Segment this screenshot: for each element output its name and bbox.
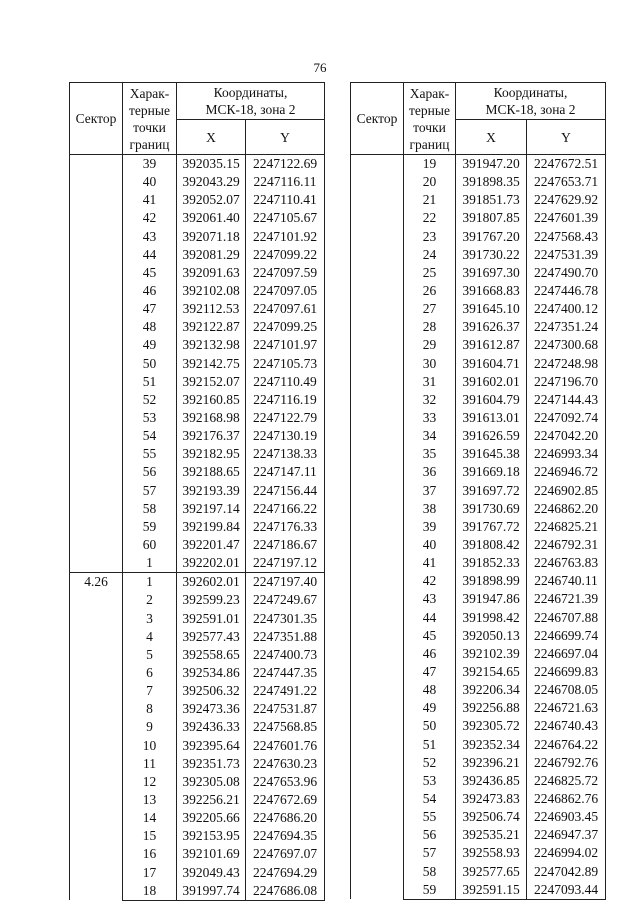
header-y: Y bbox=[527, 120, 606, 155]
x-coordinate-cell: 392182.95 bbox=[177, 445, 246, 463]
header-points-line-3: точки bbox=[133, 119, 166, 135]
y-coordinate-cell: 2247097.05 bbox=[246, 282, 325, 300]
point-number-cell: 55 bbox=[123, 445, 177, 463]
header-x: X bbox=[456, 120, 527, 155]
x-coordinate-cell: 392506.32 bbox=[177, 682, 246, 700]
x-coordinate-cell: 392188.65 bbox=[177, 463, 246, 481]
x-coordinate-cell: 391730.22 bbox=[456, 246, 527, 264]
header-points-line-2: терные bbox=[409, 102, 450, 118]
x-coordinate-cell: 392535.21 bbox=[456, 826, 527, 844]
y-coordinate-cell: 2246825.21 bbox=[527, 518, 606, 536]
y-coordinate-cell: 2247672.51 bbox=[527, 155, 606, 174]
y-coordinate-cell: 2247144.43 bbox=[527, 391, 606, 409]
x-coordinate-cell: 392591.01 bbox=[177, 610, 246, 628]
x-coordinate-cell: 391998.42 bbox=[456, 609, 527, 627]
point-number-cell: 53 bbox=[123, 409, 177, 427]
y-coordinate-cell: 2246763.83 bbox=[527, 554, 606, 572]
point-number-cell: 29 bbox=[404, 336, 456, 354]
y-coordinate-cell: 2247491.22 bbox=[246, 682, 325, 700]
x-coordinate-cell: 392142.75 bbox=[177, 355, 246, 373]
header-coordinates-line-2: МСК-18, зона 2 bbox=[485, 102, 576, 117]
point-number-cell: 50 bbox=[123, 355, 177, 373]
point-number-cell: 22 bbox=[404, 209, 456, 227]
y-coordinate-cell: 2247122.69 bbox=[246, 155, 325, 174]
point-number-cell: 5 bbox=[123, 646, 177, 664]
x-coordinate-cell: 391669.18 bbox=[456, 463, 527, 481]
y-coordinate-cell: 2246946.72 bbox=[527, 463, 606, 481]
point-number-cell: 45 bbox=[404, 627, 456, 645]
x-coordinate-cell: 391668.83 bbox=[456, 282, 527, 300]
point-number-cell: 42 bbox=[404, 572, 456, 590]
x-coordinate-cell: 391898.99 bbox=[456, 572, 527, 590]
y-coordinate-cell: 2246721.39 bbox=[527, 590, 606, 608]
x-coordinate-cell: 392052.07 bbox=[177, 191, 246, 209]
y-coordinate-cell: 2247116.11 bbox=[246, 173, 325, 191]
x-coordinate-cell: 391613.01 bbox=[456, 409, 527, 427]
y-coordinate-cell: 2246825.72 bbox=[527, 772, 606, 790]
point-number-cell: 17 bbox=[123, 863, 177, 881]
y-coordinate-cell: 2247568.85 bbox=[246, 718, 325, 736]
y-coordinate-cell: 2247531.87 bbox=[246, 700, 325, 718]
header-points-line-2: терные bbox=[129, 102, 170, 118]
x-coordinate-cell: 392168.98 bbox=[177, 409, 246, 427]
y-coordinate-cell: 2247101.92 bbox=[246, 228, 325, 246]
point-number-cell: 3 bbox=[123, 610, 177, 628]
point-number-cell: 46 bbox=[123, 282, 177, 300]
y-coordinate-cell: 2247122.79 bbox=[246, 409, 325, 427]
x-coordinate-cell: 391852.33 bbox=[456, 554, 527, 572]
x-coordinate-cell: 392176.37 bbox=[177, 427, 246, 445]
x-coordinate-cell: 392160.85 bbox=[177, 391, 246, 409]
point-number-cell: 57 bbox=[123, 482, 177, 500]
point-number-cell: 11 bbox=[123, 755, 177, 773]
y-coordinate-cell: 2247248.98 bbox=[527, 355, 606, 373]
x-coordinate-cell: 392153.95 bbox=[177, 827, 246, 845]
header-points-line-4: границ bbox=[409, 136, 450, 152]
point-number-cell: 51 bbox=[404, 736, 456, 754]
y-coordinate-cell: 2247110.41 bbox=[246, 191, 325, 209]
y-coordinate-cell: 2247116.19 bbox=[246, 391, 325, 409]
point-number-cell: 41 bbox=[123, 191, 177, 209]
point-number-cell: 47 bbox=[123, 300, 177, 318]
y-coordinate-cell: 2247601.39 bbox=[527, 209, 606, 227]
y-coordinate-cell: 2247400.73 bbox=[246, 646, 325, 664]
header-x: X bbox=[177, 120, 246, 155]
y-coordinate-cell: 2246903.45 bbox=[527, 808, 606, 826]
x-coordinate-cell: 392351.73 bbox=[177, 755, 246, 773]
y-coordinate-cell: 2247672.69 bbox=[246, 791, 325, 809]
y-coordinate-cell: 2247130.19 bbox=[246, 427, 325, 445]
header-points-line-3: точки bbox=[413, 119, 446, 135]
x-coordinate-cell: 392256.21 bbox=[177, 791, 246, 809]
x-coordinate-cell: 392193.39 bbox=[177, 482, 246, 500]
point-number-cell: 59 bbox=[123, 518, 177, 536]
table-row bbox=[70, 155, 325, 174]
point-number-cell: 19 bbox=[404, 155, 456, 174]
point-number-cell: 10 bbox=[123, 737, 177, 755]
point-number-cell: 12 bbox=[123, 773, 177, 791]
y-coordinate-cell: 2247351.88 bbox=[246, 628, 325, 646]
point-number-cell: 4 bbox=[123, 628, 177, 646]
x-coordinate-cell: 392205.66 bbox=[177, 809, 246, 827]
y-coordinate-cell: 2246792.31 bbox=[527, 536, 606, 554]
x-coordinate-cell: 391851.73 bbox=[456, 191, 527, 209]
y-coordinate-cell: 2246993.34 bbox=[527, 445, 606, 463]
x-coordinate-cell: 392050.13 bbox=[456, 627, 527, 645]
point-number-cell: 50 bbox=[404, 717, 456, 735]
x-coordinate-cell: 391898.35 bbox=[456, 173, 527, 191]
x-coordinate-cell: 392049.43 bbox=[177, 863, 246, 881]
point-number-cell: 34 bbox=[404, 427, 456, 445]
x-coordinate-cell: 391645.10 bbox=[456, 300, 527, 318]
y-coordinate-cell: 2247042.20 bbox=[527, 427, 606, 445]
point-number-cell: 16 bbox=[123, 845, 177, 863]
point-number-cell: 32 bbox=[404, 391, 456, 409]
y-coordinate-cell: 2247093.44 bbox=[527, 881, 606, 900]
point-number-cell: 30 bbox=[404, 355, 456, 373]
y-coordinate-cell: 2246902.85 bbox=[527, 482, 606, 500]
x-coordinate-cell: 392436.33 bbox=[177, 718, 246, 736]
point-number-cell: 31 bbox=[404, 373, 456, 391]
x-coordinate-cell: 392152.07 bbox=[177, 373, 246, 391]
x-coordinate-cell: 392558.93 bbox=[456, 844, 527, 862]
y-coordinate-cell: 2246862.20 bbox=[527, 500, 606, 518]
point-number-cell: 24 bbox=[404, 246, 456, 264]
point-number-cell: 1 bbox=[123, 573, 177, 592]
y-coordinate-cell: 2247300.68 bbox=[527, 336, 606, 354]
coordinates-table-right bbox=[350, 82, 606, 900]
x-coordinate-cell: 392305.72 bbox=[456, 717, 527, 735]
y-coordinate-cell: 2247531.39 bbox=[527, 246, 606, 264]
x-coordinate-cell: 391626.37 bbox=[456, 318, 527, 336]
x-coordinate-cell: 392396.21 bbox=[456, 754, 527, 772]
y-coordinate-cell: 2246699.83 bbox=[527, 663, 606, 681]
x-coordinate-cell: 392436.85 bbox=[456, 772, 527, 790]
y-coordinate-cell: 2247097.59 bbox=[246, 264, 325, 282]
point-number-cell: 43 bbox=[404, 590, 456, 608]
point-number-cell: 26 bbox=[404, 282, 456, 300]
y-coordinate-cell: 2247196.70 bbox=[527, 373, 606, 391]
x-coordinate-cell: 392071.18 bbox=[177, 228, 246, 246]
x-coordinate-cell: 392473.36 bbox=[177, 700, 246, 718]
x-coordinate-cell: 392534.86 bbox=[177, 664, 246, 682]
x-coordinate-cell: 392599.23 bbox=[177, 591, 246, 609]
point-number-cell: 7 bbox=[123, 682, 177, 700]
x-coordinate-cell: 392035.15 bbox=[177, 155, 246, 174]
point-number-cell: 56 bbox=[404, 826, 456, 844]
point-number-cell: 39 bbox=[123, 155, 177, 174]
coordinates-body-left bbox=[70, 155, 325, 901]
point-number-cell: 59 bbox=[404, 881, 456, 900]
point-number-cell: 20 bbox=[404, 173, 456, 191]
x-coordinate-cell: 392122.87 bbox=[177, 318, 246, 336]
y-coordinate-cell: 2246792.76 bbox=[527, 754, 606, 772]
x-coordinate-cell: 392256.88 bbox=[456, 699, 527, 717]
y-coordinate-cell: 2247147.11 bbox=[246, 463, 325, 481]
x-coordinate-cell: 391767.72 bbox=[456, 518, 527, 536]
y-coordinate-cell: 2246862.76 bbox=[527, 790, 606, 808]
y-coordinate-cell: 2247653.96 bbox=[246, 773, 325, 791]
header-coordinates-line-1: Координаты, bbox=[213, 85, 288, 100]
y-coordinate-cell: 2247697.07 bbox=[246, 845, 325, 863]
point-number-cell: 23 bbox=[404, 228, 456, 246]
x-coordinate-cell: 392206.34 bbox=[456, 681, 527, 699]
point-number-cell: 33 bbox=[404, 409, 456, 427]
x-coordinate-cell: 391730.69 bbox=[456, 500, 527, 518]
x-coordinate-cell: 391602.01 bbox=[456, 373, 527, 391]
x-coordinate-cell: 391604.79 bbox=[456, 391, 527, 409]
y-coordinate-cell: 2246699.74 bbox=[527, 627, 606, 645]
y-coordinate-cell: 2247601.76 bbox=[246, 737, 325, 755]
point-number-cell: 40 bbox=[123, 173, 177, 191]
y-coordinate-cell: 2246721.63 bbox=[527, 699, 606, 717]
y-coordinate-cell: 2247097.61 bbox=[246, 300, 325, 318]
point-number-cell: 8 bbox=[123, 700, 177, 718]
x-coordinate-cell: 391947.20 bbox=[456, 155, 527, 174]
y-coordinate-cell: 2247166.22 bbox=[246, 500, 325, 518]
y-coordinate-cell: 2246994.02 bbox=[527, 844, 606, 862]
x-coordinate-cell: 392102.08 bbox=[177, 282, 246, 300]
y-coordinate-cell: 2246740.43 bbox=[527, 717, 606, 735]
x-coordinate-cell: 392102.39 bbox=[456, 645, 527, 663]
x-coordinate-cell: 392199.84 bbox=[177, 518, 246, 536]
point-number-cell: 38 bbox=[404, 500, 456, 518]
y-coordinate-cell: 2247105.73 bbox=[246, 355, 325, 373]
x-coordinate-cell: 391697.72 bbox=[456, 482, 527, 500]
x-coordinate-cell: 392577.65 bbox=[456, 862, 527, 880]
y-coordinate-cell: 2247446.78 bbox=[527, 282, 606, 300]
coordinates-body-right bbox=[351, 155, 606, 900]
y-coordinate-cell: 2247110.49 bbox=[246, 373, 325, 391]
y-coordinate-cell: 2246764.22 bbox=[527, 736, 606, 754]
y-coordinate-cell: 2247686.08 bbox=[246, 882, 325, 901]
table-row bbox=[70, 573, 325, 592]
y-coordinate-cell: 2246947.37 bbox=[527, 826, 606, 844]
point-number-cell: 48 bbox=[123, 318, 177, 336]
point-number-cell: 52 bbox=[404, 754, 456, 772]
header-points-line-1: Харак- bbox=[409, 85, 450, 101]
point-number-cell: 47 bbox=[404, 663, 456, 681]
y-coordinate-cell: 2247629.92 bbox=[527, 191, 606, 209]
y-coordinate-cell: 2247447.35 bbox=[246, 664, 325, 682]
y-coordinate-cell: 2247176.33 bbox=[246, 518, 325, 536]
header-sector: Сектор bbox=[70, 83, 123, 155]
header-points-line-1: Харак- bbox=[129, 85, 170, 101]
x-coordinate-cell: 392506.74 bbox=[456, 808, 527, 826]
point-number-cell: 40 bbox=[404, 536, 456, 554]
x-coordinate-cell: 392132.98 bbox=[177, 336, 246, 354]
point-number-cell: 55 bbox=[404, 808, 456, 826]
point-number-cell: 58 bbox=[404, 862, 456, 880]
y-coordinate-cell: 2247197.12 bbox=[246, 554, 325, 573]
point-number-cell: 54 bbox=[404, 790, 456, 808]
point-number-cell: 41 bbox=[404, 554, 456, 572]
point-number-cell: 15 bbox=[123, 827, 177, 845]
point-number-cell: 44 bbox=[404, 609, 456, 627]
y-coordinate-cell: 2246707.88 bbox=[527, 609, 606, 627]
y-coordinate-cell: 2247101.97 bbox=[246, 336, 325, 354]
y-coordinate-cell: 2247653.71 bbox=[527, 173, 606, 191]
sector-cell: 4.26 bbox=[70, 573, 123, 901]
x-coordinate-cell: 392081.29 bbox=[177, 246, 246, 264]
x-coordinate-cell: 392473.83 bbox=[456, 790, 527, 808]
point-number-cell: 39 bbox=[404, 518, 456, 536]
point-number-cell: 51 bbox=[123, 373, 177, 391]
sector-cell bbox=[70, 155, 123, 573]
x-coordinate-cell: 391697.30 bbox=[456, 264, 527, 282]
point-number-cell: 60 bbox=[123, 536, 177, 554]
y-coordinate-cell: 2247105.67 bbox=[246, 209, 325, 227]
point-number-cell: 28 bbox=[404, 318, 456, 336]
point-number-cell: 18 bbox=[123, 882, 177, 901]
x-coordinate-cell: 391807.85 bbox=[456, 209, 527, 227]
header-points-line-4: границ bbox=[129, 136, 170, 152]
y-coordinate-cell: 2247138.33 bbox=[246, 445, 325, 463]
x-coordinate-cell: 392602.01 bbox=[177, 573, 246, 592]
point-number-cell: 2 bbox=[123, 591, 177, 609]
x-coordinate-cell: 392558.65 bbox=[177, 646, 246, 664]
x-coordinate-cell: 392043.29 bbox=[177, 173, 246, 191]
header-sector: Сектор bbox=[351, 83, 404, 155]
x-coordinate-cell: 391947.86 bbox=[456, 590, 527, 608]
point-number-cell: 1 bbox=[123, 554, 177, 573]
y-coordinate-cell: 2247351.24 bbox=[527, 318, 606, 336]
x-coordinate-cell: 391645.38 bbox=[456, 445, 527, 463]
point-number-cell: 52 bbox=[123, 391, 177, 409]
point-number-cell: 42 bbox=[123, 209, 177, 227]
y-coordinate-cell: 2247092.74 bbox=[527, 409, 606, 427]
y-coordinate-cell: 2247156.44 bbox=[246, 482, 325, 500]
coordinates-table-left bbox=[69, 82, 325, 901]
x-coordinate-cell: 392352.34 bbox=[456, 736, 527, 754]
point-number-cell: 48 bbox=[404, 681, 456, 699]
page-number: 76 bbox=[313, 60, 327, 75]
point-number-cell: 54 bbox=[123, 427, 177, 445]
header-coordinates-line-1: Координаты, bbox=[493, 85, 568, 100]
y-coordinate-cell: 2247249.67 bbox=[246, 591, 325, 609]
x-coordinate-cell: 392305.08 bbox=[177, 773, 246, 791]
point-number-cell: 14 bbox=[123, 809, 177, 827]
table-row bbox=[351, 155, 606, 174]
y-coordinate-cell: 2247186.67 bbox=[246, 536, 325, 554]
header-y: Y bbox=[246, 120, 325, 155]
sector-cell bbox=[351, 155, 404, 900]
header-characteristic-points bbox=[404, 83, 456, 155]
x-coordinate-cell: 392395.64 bbox=[177, 737, 246, 755]
point-number-cell: 53 bbox=[404, 772, 456, 790]
x-coordinate-cell: 392201.47 bbox=[177, 536, 246, 554]
x-coordinate-cell: 391997.74 bbox=[177, 882, 246, 901]
x-coordinate-cell: 392577.43 bbox=[177, 628, 246, 646]
y-coordinate-cell: 2247099.22 bbox=[246, 246, 325, 264]
y-coordinate-cell: 2247042.89 bbox=[527, 862, 606, 880]
header-characteristic-points bbox=[123, 83, 177, 155]
x-coordinate-cell: 391612.87 bbox=[456, 336, 527, 354]
x-coordinate-cell: 392591.15 bbox=[456, 881, 527, 900]
x-coordinate-cell: 392101.69 bbox=[177, 845, 246, 863]
y-coordinate-cell: 2246740.11 bbox=[527, 572, 606, 590]
y-coordinate-cell: 2247301.35 bbox=[246, 610, 325, 628]
point-number-cell: 43 bbox=[123, 228, 177, 246]
point-number-cell: 49 bbox=[404, 699, 456, 717]
point-number-cell: 44 bbox=[123, 246, 177, 264]
point-number-cell: 27 bbox=[404, 300, 456, 318]
header-coordinates-line-2: МСК-18, зона 2 bbox=[205, 102, 296, 117]
y-coordinate-cell: 2247568.43 bbox=[527, 228, 606, 246]
point-number-cell: 45 bbox=[123, 264, 177, 282]
point-number-cell: 37 bbox=[404, 482, 456, 500]
y-coordinate-cell: 2247694.29 bbox=[246, 863, 325, 881]
x-coordinate-cell: 392112.53 bbox=[177, 300, 246, 318]
point-number-cell: 25 bbox=[404, 264, 456, 282]
point-number-cell: 21 bbox=[404, 191, 456, 209]
x-coordinate-cell: 391604.71 bbox=[456, 355, 527, 373]
x-coordinate-cell: 391626.59 bbox=[456, 427, 527, 445]
x-coordinate-cell: 392091.63 bbox=[177, 264, 246, 282]
y-coordinate-cell: 2247400.12 bbox=[527, 300, 606, 318]
point-number-cell: 56 bbox=[123, 463, 177, 481]
y-coordinate-cell: 2246697.04 bbox=[527, 645, 606, 663]
point-number-cell: 9 bbox=[123, 718, 177, 736]
x-coordinate-cell: 391808.42 bbox=[456, 536, 527, 554]
y-coordinate-cell: 2247099.25 bbox=[246, 318, 325, 336]
y-coordinate-cell: 2246708.05 bbox=[527, 681, 606, 699]
header-coordinates bbox=[456, 83, 606, 120]
x-coordinate-cell: 392202.01 bbox=[177, 554, 246, 573]
point-number-cell: 57 bbox=[404, 844, 456, 862]
y-coordinate-cell: 2247197.40 bbox=[246, 573, 325, 592]
x-coordinate-cell: 391767.20 bbox=[456, 228, 527, 246]
point-number-cell: 46 bbox=[404, 645, 456, 663]
y-coordinate-cell: 2247630.23 bbox=[246, 755, 325, 773]
point-number-cell: 49 bbox=[123, 336, 177, 354]
x-coordinate-cell: 392154.65 bbox=[456, 663, 527, 681]
point-number-cell: 35 bbox=[404, 445, 456, 463]
y-coordinate-cell: 2247694.35 bbox=[246, 827, 325, 845]
y-coordinate-cell: 2247490.70 bbox=[527, 264, 606, 282]
x-coordinate-cell: 392061.40 bbox=[177, 209, 246, 227]
x-coordinate-cell: 392197.14 bbox=[177, 500, 246, 518]
point-number-cell: 13 bbox=[123, 791, 177, 809]
point-number-cell: 6 bbox=[123, 664, 177, 682]
header-coordinates bbox=[177, 83, 325, 120]
point-number-cell: 58 bbox=[123, 500, 177, 518]
point-number-cell: 36 bbox=[404, 463, 456, 481]
y-coordinate-cell: 2247686.20 bbox=[246, 809, 325, 827]
